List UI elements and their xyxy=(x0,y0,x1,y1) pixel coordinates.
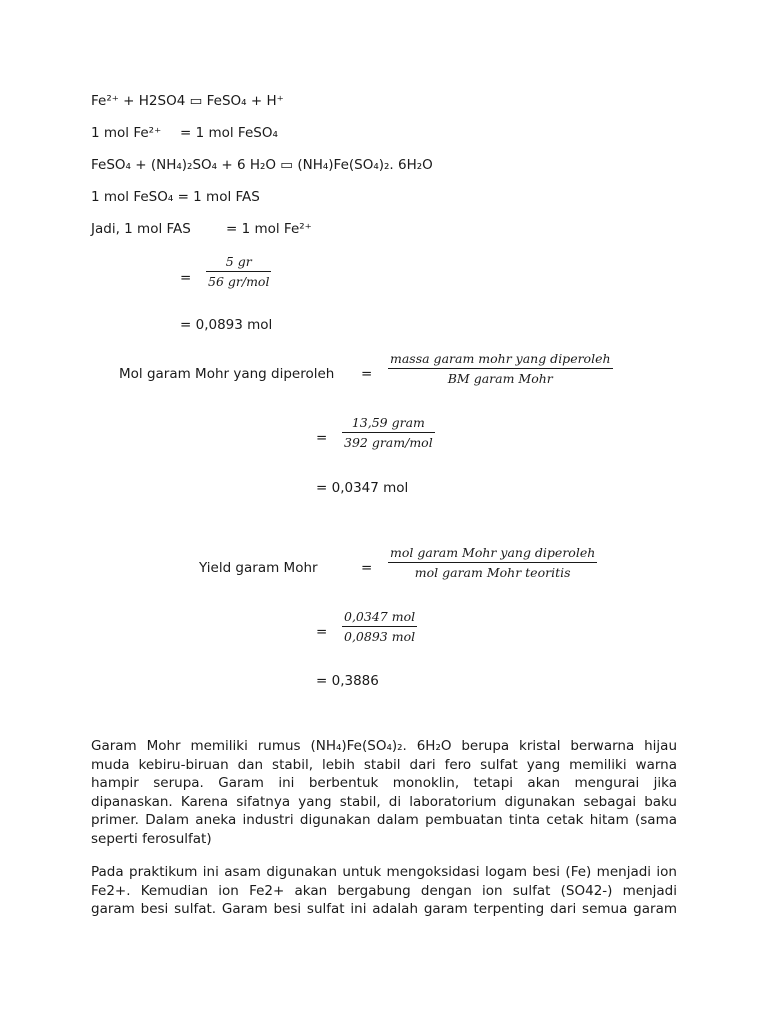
calc2-result: = 0,0347 mol xyxy=(316,480,409,496)
paragraph1-line: hampir serupa. Garam ini berbentuk monoklin, tetapi akan mengurai jika xyxy=(91,775,677,791)
reaction-3: FeSO₄ + (NH₄)₂SO₄ + 6 H₂O ▭ (NH₄)Fe(SO₄)₂. 6H₂O xyxy=(91,157,433,173)
paragraph2-line: Fe2+. Kemudian ion Fe2+ akan bergabung dengan ion sulfat (SO42-) menjadi xyxy=(91,882,677,899)
calc3-equals-1: = xyxy=(361,560,373,576)
calc3-fraction-2-numerator: 0,0347 mol xyxy=(342,608,417,627)
calc2-label: Mol garam Mohr yang diperoleh xyxy=(119,366,335,382)
paragraph-garam-mohr xyxy=(91,737,677,848)
calc2-fraction-2-denominator: 392 gram/mol xyxy=(344,435,433,450)
calc1-fraction xyxy=(206,253,271,290)
calc3-result: = 0,3886 xyxy=(316,673,379,689)
reaction-5-right: = 1 mol Fe²⁺ xyxy=(226,221,312,237)
calc2-fraction-1 xyxy=(388,350,613,387)
paragraph1-line: Garam Mohr memiliki rumus (NH₄)Fe(SO₄)₂. 6H₂O berupa kristal berwarna hijau xyxy=(91,738,677,754)
calc2-equals-1: = xyxy=(361,366,373,382)
reaction-1: Fe²⁺ + H2SO4 ▭ FeSO₄ + H⁺ xyxy=(91,93,284,109)
calc3-fraction-1-denominator: mol garam Mohr teoritis xyxy=(414,565,571,580)
calc3-fraction-1 xyxy=(388,544,597,581)
calc2-fraction-2-numerator: 13,59 gram xyxy=(342,414,435,433)
calc3-fraction-2 xyxy=(342,608,417,645)
calc2-fraction-1-denominator: BM garam Mohr xyxy=(447,371,553,386)
calc2-equals-2: = xyxy=(316,430,328,446)
calc3-equals-2: = xyxy=(316,624,328,640)
reaction-2-left: 1 mol Fe²⁺ xyxy=(91,125,162,141)
calc3-fraction-1-numerator: mol garam Mohr yang diperoleh xyxy=(388,544,597,563)
reaction-2-right: = 1 mol FeSO₄ xyxy=(180,125,278,141)
calc1-equals: = xyxy=(180,270,192,286)
calc3-fraction-2-denominator: 0,0893 mol xyxy=(344,629,416,644)
paragraph1-line: seperti ferosulfat) xyxy=(91,830,212,847)
calc1-numerator: 5 gr xyxy=(206,253,271,272)
paragraph2-line: Pada praktikum ini asam digunakan untuk mengoksidasi logam besi (Fe) menjadi ion xyxy=(91,864,677,880)
calc1-denominator: 56 gr/mol xyxy=(208,274,270,289)
paragraph1-line: muda kebiru-biruan dan stabil, lebih stabil dari fero sulfat yang memiliki warna xyxy=(91,756,677,773)
paragraph1-line: dipanaskan. Karena sifatnya yang stabil, di laboratorium digunakan sebagai baku xyxy=(91,793,677,810)
reaction-4: 1 mol FeSO₄ = 1 mol FAS xyxy=(91,189,260,205)
calc2-fraction-1-numerator: massa garam mohr yang diperoleh xyxy=(388,350,613,369)
paragraph2-line: garam besi sulfat. Garam besi sulfat ini adalah garam terpenting dari semua garam xyxy=(91,901,677,917)
calc3-label: Yield garam Mohr xyxy=(199,560,318,576)
reaction-5-left: Jadi, 1 mol FAS xyxy=(91,221,191,237)
paragraph-praktikum xyxy=(91,863,677,919)
paragraph1-line: primer. Dalam aneka industri digunakan dalam pembuatan tinta cetak hitam (sama xyxy=(91,812,677,828)
calc2-fraction-2 xyxy=(342,414,435,451)
calc1-result: = 0,0893 mol xyxy=(180,317,273,333)
